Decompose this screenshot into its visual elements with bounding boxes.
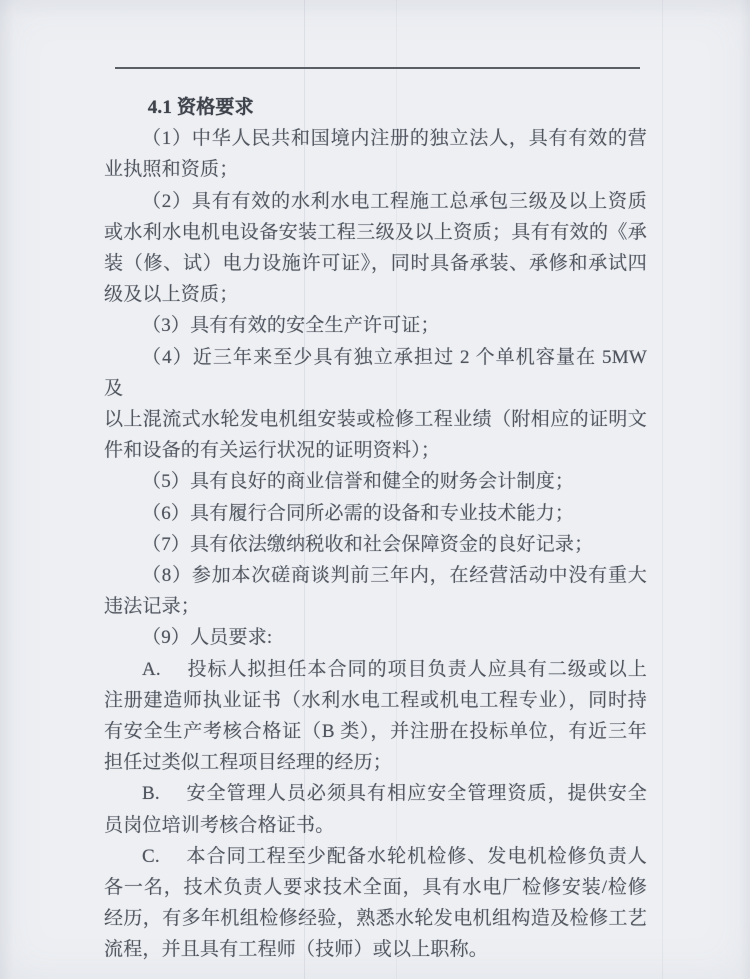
document-line: （6）具有履行合同所必需的设备和专业技术能力； [142,502,575,524]
document-line: 流程，并且具有工程师（技师）或以上职称。 [104,939,489,961]
document-line: 或水利水电机电设备安装工程三级及以上资质；具有有效的《承 [104,221,647,243]
document-line: 注册建造师执业证书（水利水电工程或机电工程专业），同时持 [104,689,647,711]
document-line: 担任过类似工程项目经理的经历； [104,752,393,774]
document-line: 件和设备的有关运行状况的证明资料）； [104,440,441,462]
document-line: 员岗位培训考核合格证书。 [104,814,335,836]
document-line: 违法记录； [104,596,201,618]
document-line: C. 本合同工程至少配备水轮机检修、发电机检修负责人 [142,845,647,867]
document-line: 以上混流式水轮发电机组安装或检修工程业绩（附相应的证明文 [104,409,647,431]
document-line: 装（修、试）电力设施许可证》，同时具备承装、承修和承试四 [104,253,647,275]
document-lines [104,123,647,965]
document-line: （2）具有有效的水利水电工程施工总承包三级及以上资质 [142,190,647,212]
document-line: B. 安全管理人员必须具有相应安全管理资质，提供安全 [142,783,647,805]
scan-fold-line [662,0,663,979]
document-line: 经历，有多年机组检修经验，熟悉水轮发电机组构造及检修工艺 [104,908,647,930]
section-heading: 4.1 资格要求 [147,97,254,118]
document-line: A. 投标人拟担任本合同的项目负责人应具有二级或以上 [142,658,647,680]
document-line: （7）具有依法缴纳税收和社会保障资金的良好记录； [142,533,594,555]
document-line: （8）参加本次磋商谈判前三年内，在经营活动中没有重大 [142,565,647,587]
document-line: 有安全生产考核合格证（B 类），并注册在投标单位，有近三年 [104,721,647,743]
header-divider-rule [115,67,640,69]
document-line: 各一名，技术负责人要求技术全面，具有水电厂检修安装/检修 [104,877,647,899]
document-line: （5）具有良好的商业信誉和健全的财务会计制度； [142,471,575,493]
document-line: （1）中华人民共和国境内注册的独立法人，具有有效的营 [142,128,647,150]
document-line: （4）近三年来至少具有独立承担过 2 个单机容量在 5MW 及 [104,346,647,399]
document-line: （3）具有有效的安全生产许可证； [142,315,440,337]
document-line: 业执照和资质； [104,159,239,181]
document-text-block [104,92,647,966]
document-line: （9）人员要求: [142,627,273,649]
document-line: 级及以上资质； [104,284,239,306]
